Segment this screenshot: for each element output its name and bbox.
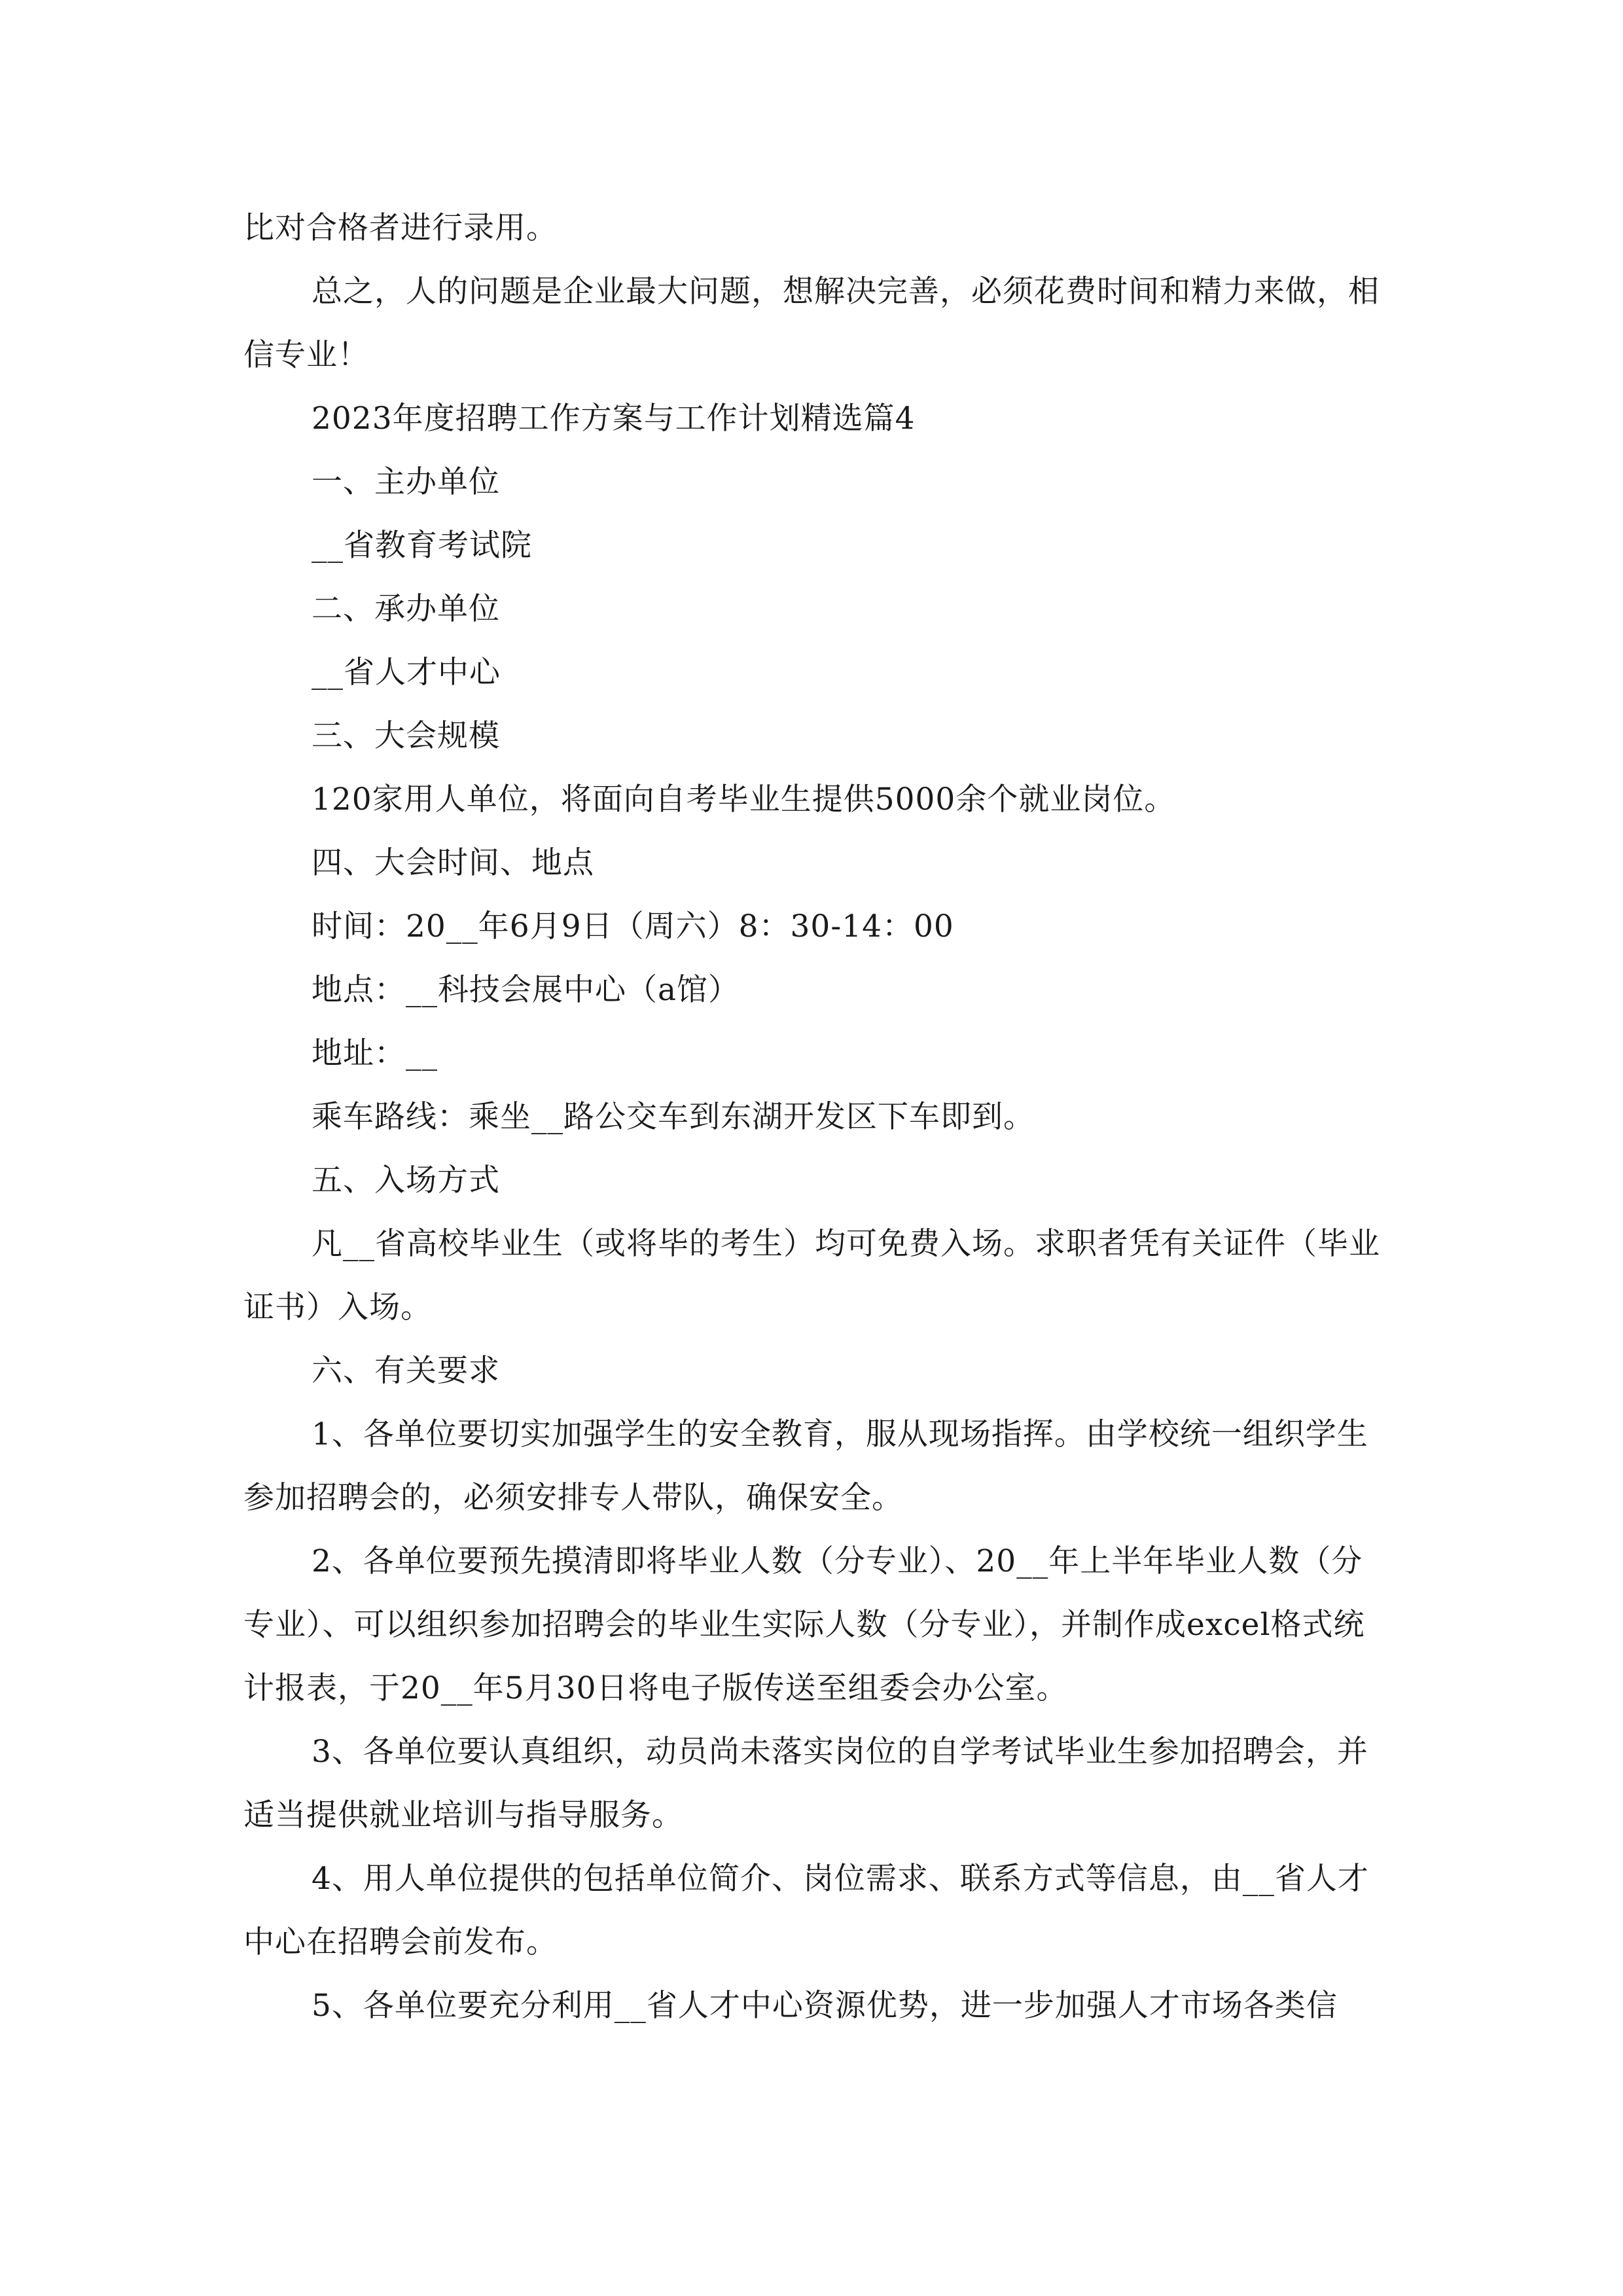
- list-item: 5、各单位要充分利用__省人才中心资源优势，进一步加强人才市场各类信: [312, 1988, 1338, 2024]
- list-item: 4、用人单位提供的包括单位简介、岗位需求、联系方式等信息，由__省人才中心在招聘会前发布。: [243, 1861, 1369, 1960]
- list-item: 1、各单位要切实加强学生的安全教育，服从现场指挥。由学校统一组织学生参加招聘会的，必须安排专人带队，确保安全。: [243, 1416, 1368, 1516]
- paragraph: 比对合格者进行录用。: [243, 210, 558, 246]
- list-item: 3、各单位要认真组织，动员尚未落实岗位的自学考试毕业生参加招聘会，并适当提供就业培训与指导服务。: [243, 1734, 1368, 1833]
- heading-scale: 三、大会规模: [312, 718, 500, 754]
- section-title: 2023年度招聘工作方案与工作计划精选篇4: [312, 401, 916, 437]
- paragraph-place: 地点：__科技会展中心（a馆）: [312, 972, 740, 1008]
- document-body: [243, 196, 1382, 2037]
- heading-undertaker: 二、承办单位: [312, 591, 500, 627]
- paragraph: __省人才中心: [312, 655, 501, 691]
- list-item: 2、各单位要预先摸清即将毕业人数（分专业）、20__年上半年毕业人数（分专业）、可以组织参加招聘会的毕业生实际人数（分专业），并制作成excel格式统计报表，于20__年5月30日将电子版传送至组委会办公室。: [243, 1543, 1365, 1706]
- paragraph: 凡__省高校毕业生（或将毕的考生）均可免费入场。求职者凭有关证件（毕业证书）入场。: [243, 1226, 1380, 1325]
- paragraph: 120家用人单位，将面向自考毕业生提供5000余个就业岗位。: [312, 781, 1176, 817]
- heading-entry: 五、入场方式: [312, 1162, 500, 1198]
- heading-organizer: 一、主办单位: [312, 464, 500, 500]
- paragraph: __省教育考试院: [312, 528, 532, 564]
- heading-requirements: 六、有关要求: [312, 1353, 500, 1389]
- heading-time-place: 四、大会时间、地点: [312, 845, 594, 881]
- paragraph: 总之，人的问题是企业最大问题，想解决完善，必须花费时间和精力来做，相信专业！: [243, 274, 1380, 373]
- paragraph-time: 时间：20__年6月9日（周六）8：30-14：00: [312, 908, 954, 944]
- paragraph-address: 地址：__: [312, 1035, 438, 1071]
- paragraph-route: 乘车路线：乘坐__路公交车到东湖开发区下车即到。: [312, 1099, 1035, 1135]
